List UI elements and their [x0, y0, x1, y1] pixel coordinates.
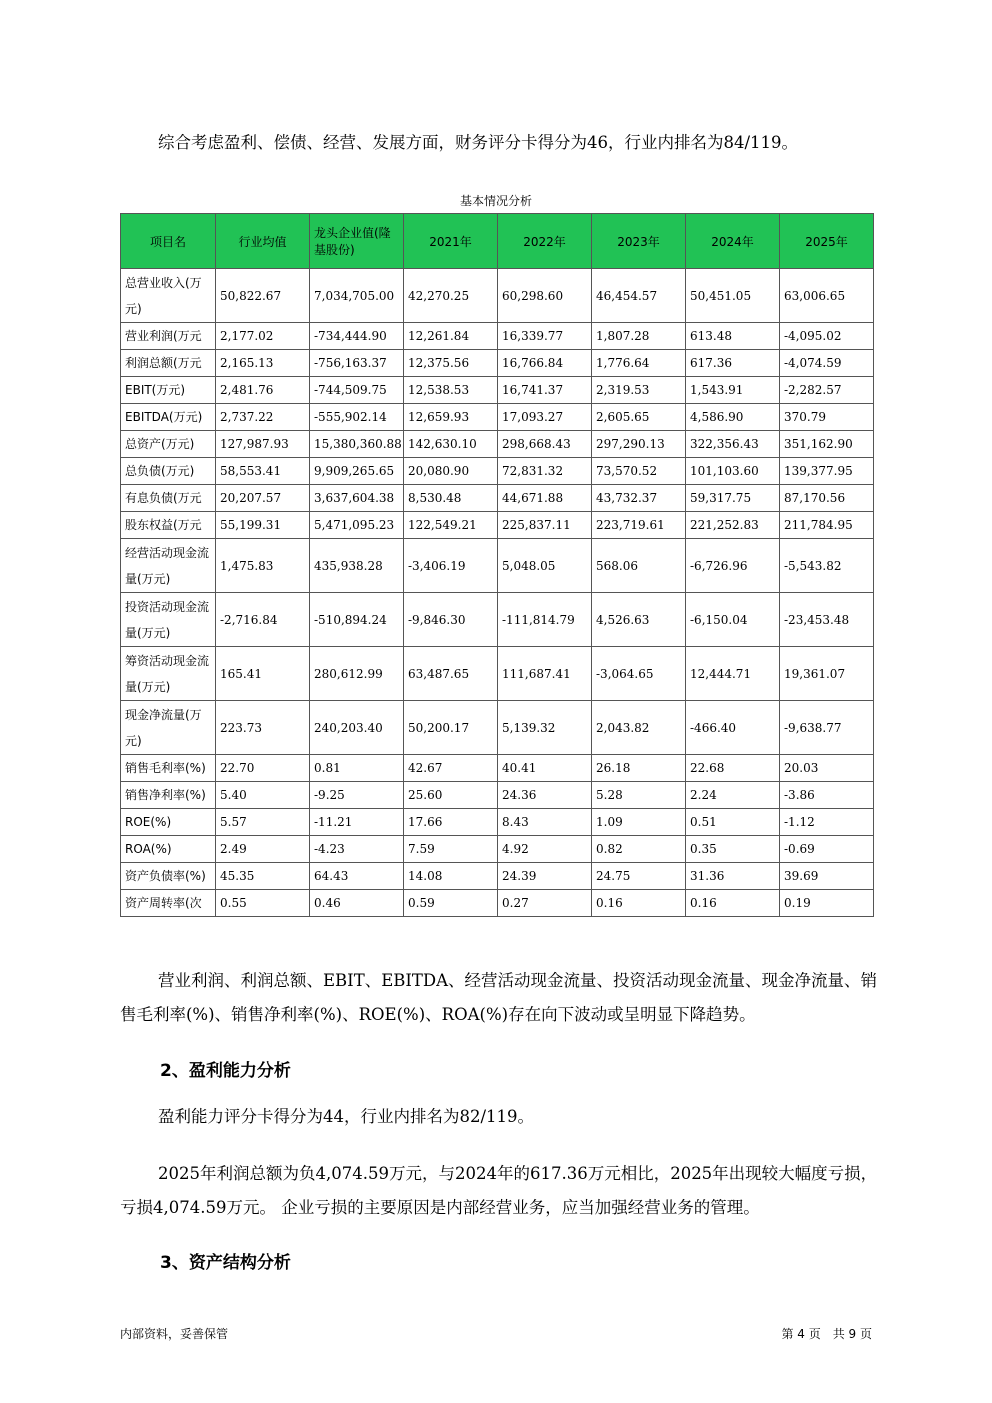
- table-row: [121, 863, 874, 890]
- table-cell: 5,048.05: [498, 539, 592, 593]
- table-cell: 5,471,095.23: [310, 512, 404, 539]
- table-cell: 0.19: [780, 890, 874, 917]
- row-label: EBITDA(万元): [121, 404, 216, 431]
- profit-detail-paragraph: 2025年利润总额为负4,074.59万元，与2024年的617.36万元相比，2025年出现较大幅度亏损，亏损4,074.59万元。 企业亏损的主要原因是内部经营业务，应当加强经营业务的管理。: [120, 1164, 878, 1217]
- table-cell: -11.21: [310, 809, 404, 836]
- table-cell: 58,553.41: [216, 458, 310, 485]
- table-cell: 22.68: [686, 755, 780, 782]
- table-cell: 17.66: [404, 809, 498, 836]
- row-label: 销售毛利率(%): [121, 755, 216, 782]
- table-cell: 60,298.60: [498, 269, 592, 323]
- table-cell: 1,543.91: [686, 377, 780, 404]
- table-cell: -555,902.14: [310, 404, 404, 431]
- row-label: 投资活动现金流量(万元): [121, 593, 216, 647]
- table-row: [121, 377, 874, 404]
- table-cell: 8.43: [498, 809, 592, 836]
- table-cell: 351,162.90: [780, 431, 874, 458]
- table-cell: -756,163.37: [310, 350, 404, 377]
- table-cell: -23,453.48: [780, 593, 874, 647]
- table-cell: 370.79: [780, 404, 874, 431]
- profit-score-paragraph: 盈利能力评分卡得分为44，行业内排名为82/119。: [158, 1107, 535, 1126]
- table-cell: 101,103.60: [686, 458, 780, 485]
- table-cell: -9.25: [310, 782, 404, 809]
- intro-paragraph: 综合考虑盈利、偿债、经营、发展方面，财务评分卡得分为46，行业内排名为84/119。: [158, 133, 799, 152]
- table-cell: 15,380,360.88: [310, 431, 404, 458]
- table-cell: 298,668.43: [498, 431, 592, 458]
- table-cell: -744,509.75: [310, 377, 404, 404]
- table-cell: 0.46: [310, 890, 404, 917]
- table-cell: 127,987.93: [216, 431, 310, 458]
- row-label: 经营活动现金流量(万元): [121, 539, 216, 593]
- table-cell: 20.03: [780, 755, 874, 782]
- table-cell: 50,451.05: [686, 269, 780, 323]
- table-cell: 1,475.83: [216, 539, 310, 593]
- row-label: 总营业收入(万元): [121, 269, 216, 323]
- table-cell: -3.86: [780, 782, 874, 809]
- table-cell: 17,093.27: [498, 404, 592, 431]
- table-row: [121, 782, 874, 809]
- table-row: [121, 458, 874, 485]
- table-cell: -734,444.90: [310, 323, 404, 350]
- table-cell: 1,776.64: [592, 350, 686, 377]
- table-cell: 322,356.43: [686, 431, 780, 458]
- table-cell: -2,282.57: [780, 377, 874, 404]
- table-cell: 435,938.28: [310, 539, 404, 593]
- row-label: ROA(%): [121, 836, 216, 863]
- table-cell: -9,638.77: [780, 701, 874, 755]
- table-cell: 111,687.41: [498, 647, 592, 701]
- table-cell: 39.69: [780, 863, 874, 890]
- table-cell: 50,200.17: [404, 701, 498, 755]
- table-cell: -111,814.79: [498, 593, 592, 647]
- row-label: 现金净流量(万元): [121, 701, 216, 755]
- table-cell: -466.40: [686, 701, 780, 755]
- table-cell: -9,846.30: [404, 593, 498, 647]
- table-row: [121, 323, 874, 350]
- row-label: 有息负债(万元: [121, 485, 216, 512]
- table-cell: -4,074.59: [780, 350, 874, 377]
- header-item-name: 项目名: [121, 214, 216, 269]
- table-cell: 223,719.61: [592, 512, 686, 539]
- table-body: [121, 269, 874, 917]
- table-cell: 165.41: [216, 647, 310, 701]
- table-row: [121, 836, 874, 863]
- table-cell: -3,064.65: [592, 647, 686, 701]
- table-cell: 5.28: [592, 782, 686, 809]
- table-cell: 0.16: [592, 890, 686, 917]
- table-cell: 12,538.53: [404, 377, 498, 404]
- table-cell: 31.36: [686, 863, 780, 890]
- header-2023: 2023年: [592, 214, 686, 269]
- footer-page-number: 第 4 页 共 9 页: [781, 1327, 872, 1341]
- table-cell: 0.59: [404, 890, 498, 917]
- table-cell: 42,270.25: [404, 269, 498, 323]
- row-label: 资产负债率(%): [121, 863, 216, 890]
- table-row: [121, 755, 874, 782]
- row-label: 营业利润(万元: [121, 323, 216, 350]
- table-cell: 43,732.37: [592, 485, 686, 512]
- table-row: [121, 701, 874, 755]
- table-row: [121, 269, 874, 323]
- table-cell: 5,139.32: [498, 701, 592, 755]
- section-2-heading: 2、盈利能力分析: [160, 1061, 291, 1081]
- table-cell: 24.39: [498, 863, 592, 890]
- row-label: 总负债(万元): [121, 458, 216, 485]
- table-cell: 7,034,705.00: [310, 269, 404, 323]
- table-cell: 24.75: [592, 863, 686, 890]
- table-cell: 1.09: [592, 809, 686, 836]
- table-cell: 63,487.65: [404, 647, 498, 701]
- table-cell: 2,605.65: [592, 404, 686, 431]
- table-cell: 613.48: [686, 323, 780, 350]
- table-cell: 87,170.56: [780, 485, 874, 512]
- table-cell: 40.41: [498, 755, 592, 782]
- table-row: [121, 809, 874, 836]
- row-label: 股东权益(万元: [121, 512, 216, 539]
- table-cell: 19,361.07: [780, 647, 874, 701]
- table-cell: 4,586.90: [686, 404, 780, 431]
- table-cell: 2,737.22: [216, 404, 310, 431]
- table-cell: 50,822.67: [216, 269, 310, 323]
- table-cell: 297,290.13: [592, 431, 686, 458]
- table-cell: 139,377.95: [780, 458, 874, 485]
- table-cell: 211,784.95: [780, 512, 874, 539]
- table-cell: 1,807.28: [592, 323, 686, 350]
- table-cell: -5,543.82: [780, 539, 874, 593]
- table-row: [121, 647, 874, 701]
- table-cell: 26.18: [592, 755, 686, 782]
- table-cell: 2,481.76: [216, 377, 310, 404]
- table-row: [121, 485, 874, 512]
- table-cell: 55,199.31: [216, 512, 310, 539]
- table-cell: 20,080.90: [404, 458, 498, 485]
- table-cell: 0.16: [686, 890, 780, 917]
- table-cell: 16,339.77: [498, 323, 592, 350]
- table-cell: -6,726.96: [686, 539, 780, 593]
- table-cell: 42.67: [404, 755, 498, 782]
- table-cell: 7.59: [404, 836, 498, 863]
- section-3-heading: 3、资产结构分析: [160, 1253, 291, 1273]
- table-cell: 221,252.83: [686, 512, 780, 539]
- table-cell: 14.08: [404, 863, 498, 890]
- table-cell: 12,375.56: [404, 350, 498, 377]
- table-cell: 0.55: [216, 890, 310, 917]
- financial-table: [120, 213, 874, 917]
- table-cell: 12,261.84: [404, 323, 498, 350]
- table-cell: 12,444.71: [686, 647, 780, 701]
- table-cell: 12,659.93: [404, 404, 498, 431]
- table-row: [121, 431, 874, 458]
- table-row: [121, 890, 874, 917]
- header-2024: 2024年: [686, 214, 780, 269]
- table-cell: 4.92: [498, 836, 592, 863]
- row-label: 销售净利率(%): [121, 782, 216, 809]
- table-cell: 20,207.57: [216, 485, 310, 512]
- table-cell: 568.06: [592, 539, 686, 593]
- table-cell: 25.60: [404, 782, 498, 809]
- table-cell: 223.73: [216, 701, 310, 755]
- table-cell: 16,766.84: [498, 350, 592, 377]
- table-cell: 9,909,265.65: [310, 458, 404, 485]
- table-cell: 2,043.82: [592, 701, 686, 755]
- table-cell: 3,637,604.38: [310, 485, 404, 512]
- table-cell: 280,612.99: [310, 647, 404, 701]
- table-cell: -510,894.24: [310, 593, 404, 647]
- table-cell: 73,570.52: [592, 458, 686, 485]
- row-label: 筹资活动现金流量(万元): [121, 647, 216, 701]
- table-row: [121, 593, 874, 647]
- table-cell: 240,203.40: [310, 701, 404, 755]
- table-cell: -4.23: [310, 836, 404, 863]
- footer-confidential: 内部资料，妥善保管: [120, 1327, 229, 1341]
- header-2025: 2025年: [780, 214, 874, 269]
- table-cell: 2.49: [216, 836, 310, 863]
- table-header-row: [121, 214, 874, 269]
- table-cell: 617.36: [686, 350, 780, 377]
- table-cell: 59,317.75: [686, 485, 780, 512]
- table-cell: 0.51: [686, 809, 780, 836]
- table-cell: 4,526.63: [592, 593, 686, 647]
- table-cell: 44,671.88: [498, 485, 592, 512]
- table-cell: 0.35: [686, 836, 780, 863]
- table-cell: -4,095.02: [780, 323, 874, 350]
- header-industry-avg: 行业均值: [216, 214, 310, 269]
- table-cell: 46,454.57: [592, 269, 686, 323]
- table-cell: 45.35: [216, 863, 310, 890]
- table-cell: -0.69: [780, 836, 874, 863]
- table-cell: 122,549.21: [404, 512, 498, 539]
- table-cell: 5.57: [216, 809, 310, 836]
- table-cell: 0.82: [592, 836, 686, 863]
- trend-paragraph: 营业利润、利润总额、EBIT、EBITDA、经营活动现金流量、投资活动现金流量、现金净流量、销售毛利率(%)、销售净利率(%)、ROE(%)、ROA(%)存在向下波动或呈明显下降趋势。: [120, 971, 878, 1024]
- table-cell: 2,165.13: [216, 350, 310, 377]
- table-cell: 225,837.11: [498, 512, 592, 539]
- table-caption: 基本情况分析: [459, 194, 532, 208]
- table-cell: 2.24: [686, 782, 780, 809]
- header-2021: 2021年: [404, 214, 498, 269]
- table-cell: 2,319.53: [592, 377, 686, 404]
- table-cell: 72,831.32: [498, 458, 592, 485]
- row-label: ROE(%): [121, 809, 216, 836]
- table-cell: 2,177.02: [216, 323, 310, 350]
- row-label: 总资产(万元): [121, 431, 216, 458]
- row-label: 利润总额(万元: [121, 350, 216, 377]
- header-leader-value: 龙头企业值(隆基股份): [310, 214, 404, 269]
- table-row: [121, 512, 874, 539]
- table-cell: 5.40: [216, 782, 310, 809]
- table-row: [121, 404, 874, 431]
- header-2022: 2022年: [498, 214, 592, 269]
- table-cell: 24.36: [498, 782, 592, 809]
- table-cell: -1.12: [780, 809, 874, 836]
- table-cell: 63,006.65: [780, 269, 874, 323]
- table-cell: -2,716.84: [216, 593, 310, 647]
- table-cell: 16,741.37: [498, 377, 592, 404]
- table-cell: -6,150.04: [686, 593, 780, 647]
- table-cell: 0.27: [498, 890, 592, 917]
- table-cell: 0.81: [310, 755, 404, 782]
- table-cell: -3,406.19: [404, 539, 498, 593]
- table-row: [121, 539, 874, 593]
- row-label: 资产周转率(次: [121, 890, 216, 917]
- row-label: EBIT(万元): [121, 377, 216, 404]
- table-cell: 22.70: [216, 755, 310, 782]
- table-row: [121, 350, 874, 377]
- table-cell: 8,530.48: [404, 485, 498, 512]
- table-cell: 142,630.10: [404, 431, 498, 458]
- table-cell: 64.43: [310, 863, 404, 890]
